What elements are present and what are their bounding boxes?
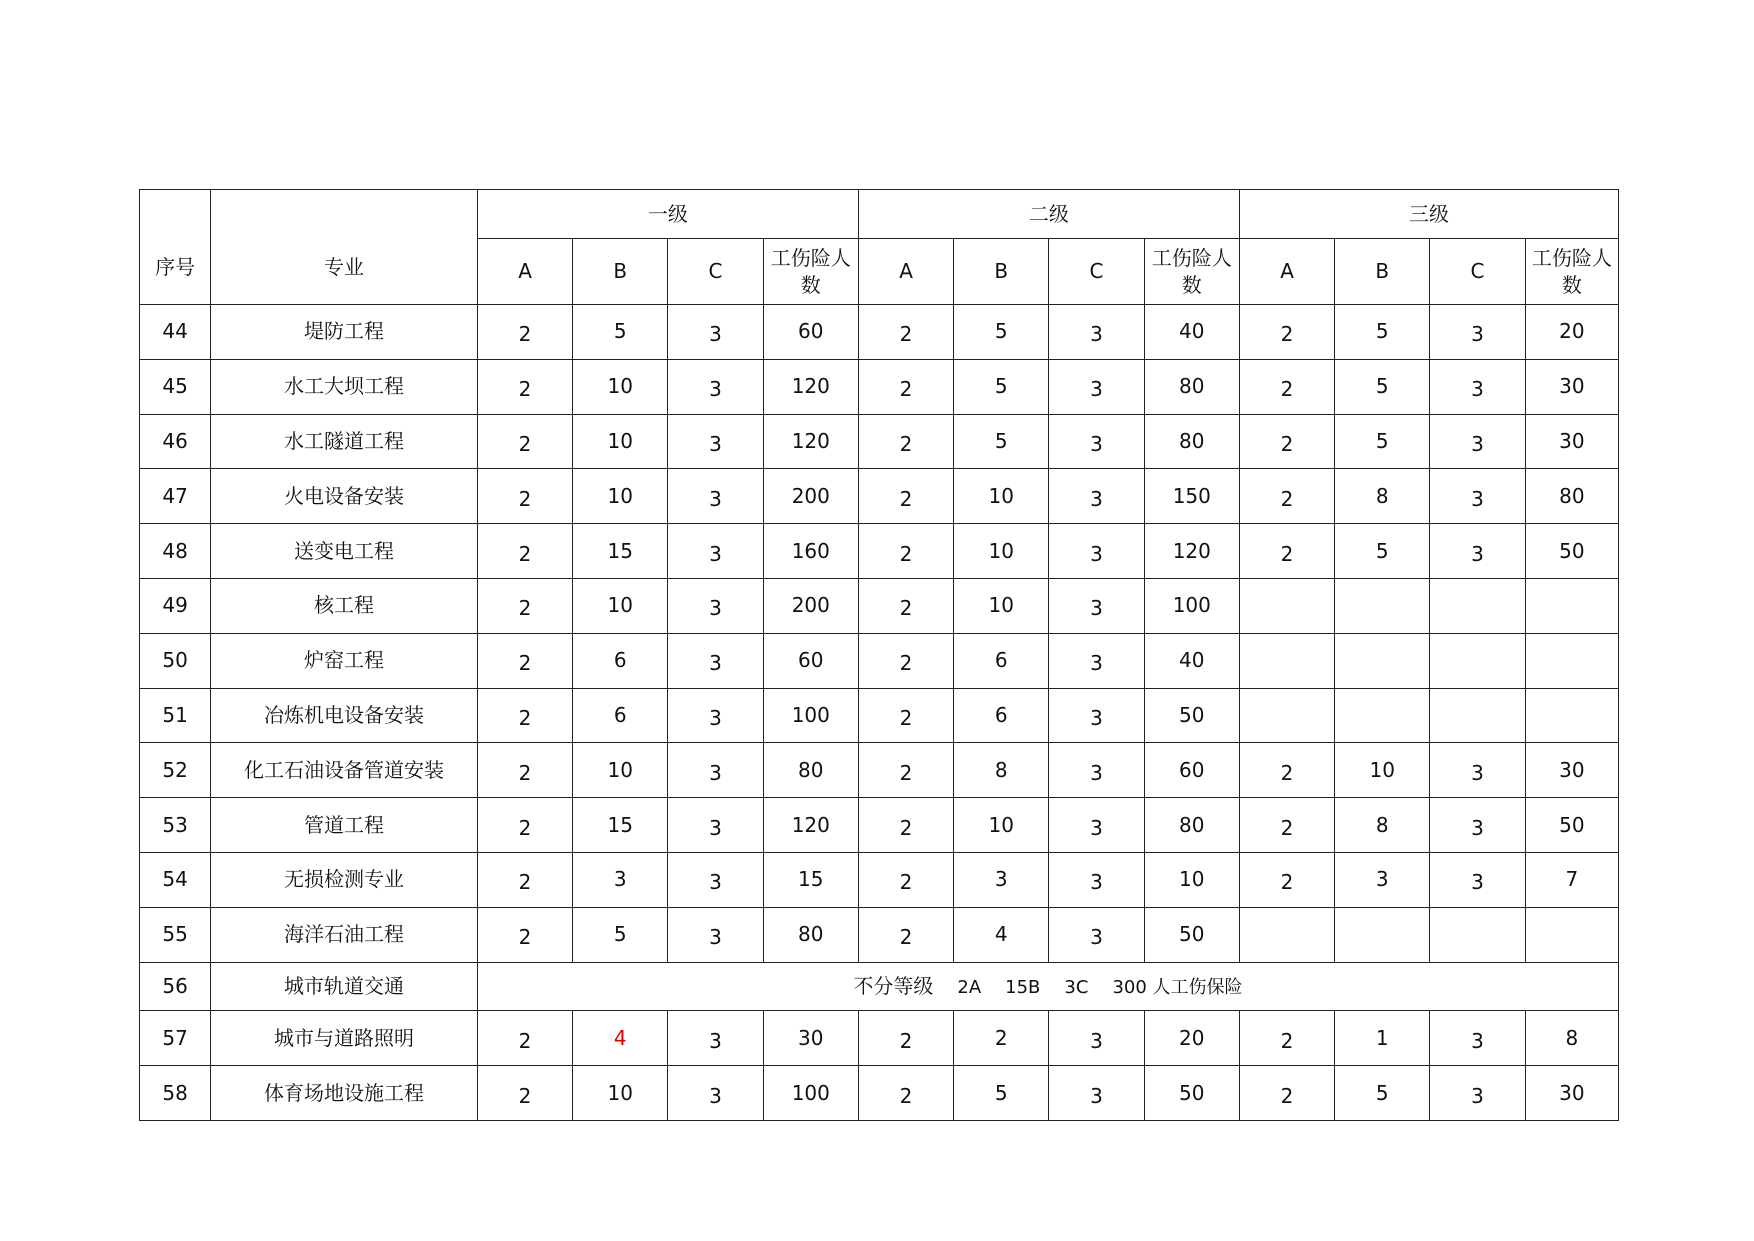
cell-c: 3 xyxy=(668,852,763,907)
cell-c: 3 xyxy=(668,907,763,962)
cell-c: 3 xyxy=(1430,852,1525,907)
cell-c: 3 xyxy=(1049,469,1144,524)
cell-insurance: 100 xyxy=(763,688,858,743)
cell-b: 4 xyxy=(954,907,1049,962)
cell-a: 2 xyxy=(477,1011,572,1066)
table-row xyxy=(140,524,1619,579)
merged-note-part: 不分等级 xyxy=(853,973,934,998)
row-specialty: 火电设备安装 xyxy=(211,469,478,524)
cell-a: 2 xyxy=(858,1011,953,1066)
cell-a: 2 xyxy=(477,743,572,798)
cell-c: 3 xyxy=(668,1066,763,1121)
cell-c: 3 xyxy=(668,359,763,414)
cell-b: 5 xyxy=(573,907,668,962)
cell-c: 3 xyxy=(668,469,763,524)
header-a: A xyxy=(477,239,572,305)
cell-a: 2 xyxy=(1239,798,1334,853)
cell-b: 10 xyxy=(954,524,1049,579)
row-specialty: 堤防工程 xyxy=(211,305,478,360)
cell-a xyxy=(1239,578,1334,633)
cell-insurance: 30 xyxy=(1525,359,1618,414)
row-seq: 52 xyxy=(140,743,211,798)
cell-b: 5 xyxy=(1335,305,1430,360)
cell-a: 2 xyxy=(858,524,953,579)
cell-b xyxy=(1335,688,1430,743)
cell-c: 3 xyxy=(668,524,763,579)
cell-a: 2 xyxy=(1239,1011,1334,1066)
row-specialty: 水工大坝工程 xyxy=(211,359,478,414)
row-seq: 58 xyxy=(140,1066,211,1121)
cell-a: 2 xyxy=(858,414,953,469)
cell-insurance: 100 xyxy=(1144,578,1239,633)
cell-c: 3 xyxy=(668,688,763,743)
cell-c: 3 xyxy=(1430,1011,1525,1066)
cell-insurance: 40 xyxy=(1144,633,1239,688)
row-specialty: 送变电工程 xyxy=(211,524,478,579)
cell-b: 3 xyxy=(954,852,1049,907)
row-seq: 53 xyxy=(140,798,211,853)
cell-b: 4 xyxy=(573,1011,668,1066)
cell-c xyxy=(1430,907,1525,962)
cell-b: 1 xyxy=(1335,1011,1430,1066)
cell-b: 10 xyxy=(954,798,1049,853)
cell-insurance: 200 xyxy=(763,578,858,633)
cell-a: 2 xyxy=(858,359,953,414)
header-seq: 序号 xyxy=(140,190,211,305)
cell-c: 3 xyxy=(1049,305,1144,360)
cell-a: 2 xyxy=(858,305,953,360)
cell-c: 3 xyxy=(668,578,763,633)
cell-b: 5 xyxy=(954,359,1049,414)
cell-b: 5 xyxy=(1335,524,1430,579)
merged-note-part: 15B xyxy=(1005,976,1041,998)
cell-c: 3 xyxy=(1430,469,1525,524)
cell-c: 3 xyxy=(1049,852,1144,907)
cell-b: 10 xyxy=(573,469,668,524)
cell-b: 8 xyxy=(1335,469,1430,524)
table-row xyxy=(140,852,1619,907)
cell-b: 10 xyxy=(954,578,1049,633)
row-seq: 56 xyxy=(140,962,211,1011)
cell-a: 2 xyxy=(1239,305,1334,360)
cell-insurance: 80 xyxy=(763,907,858,962)
cell-insurance: 50 xyxy=(1144,907,1239,962)
header-c: C xyxy=(1049,239,1144,305)
cell-a: 2 xyxy=(477,469,572,524)
row-specialty: 无损检测专业 xyxy=(211,852,478,907)
cell-insurance: 150 xyxy=(1144,469,1239,524)
cell-b: 15 xyxy=(573,524,668,579)
header-a: A xyxy=(1239,239,1334,305)
cell-c: 3 xyxy=(1049,798,1144,853)
cell-c: 3 xyxy=(1049,578,1144,633)
cell-c: 3 xyxy=(1430,524,1525,579)
cell-insurance: 30 xyxy=(1525,414,1618,469)
cell-insurance: 30 xyxy=(763,1011,858,1066)
cell-insurance: 20 xyxy=(1525,305,1618,360)
cell-c: 3 xyxy=(1430,798,1525,853)
header-b: B xyxy=(573,239,668,305)
cell-insurance: 15 xyxy=(763,852,858,907)
cell-insurance: 120 xyxy=(763,414,858,469)
cell-insurance: 50 xyxy=(1525,524,1618,579)
cell-insurance xyxy=(1525,688,1618,743)
cell-c: 3 xyxy=(1049,743,1144,798)
cell-a: 2 xyxy=(858,469,953,524)
cell-insurance: 20 xyxy=(1144,1011,1239,1066)
cell-b: 10 xyxy=(573,743,668,798)
cell-insurance: 80 xyxy=(763,743,858,798)
cell-c: 3 xyxy=(668,633,763,688)
cell-insurance: 160 xyxy=(763,524,858,579)
cell-insurance xyxy=(1525,907,1618,962)
cell-b: 3 xyxy=(1335,852,1430,907)
cell-c: 3 xyxy=(1049,688,1144,743)
header-row-levels xyxy=(140,190,1619,239)
cell-a: 2 xyxy=(477,578,572,633)
cell-b xyxy=(1335,633,1430,688)
cell-insurance: 120 xyxy=(1144,524,1239,579)
table-row xyxy=(140,1066,1619,1121)
cell-insurance: 50 xyxy=(1144,1066,1239,1121)
cell-b: 10 xyxy=(573,359,668,414)
cell-a: 2 xyxy=(1239,1066,1334,1121)
cell-a: 2 xyxy=(1239,359,1334,414)
cell-c: 3 xyxy=(668,305,763,360)
cell-insurance: 60 xyxy=(763,305,858,360)
cell-insurance: 10 xyxy=(1144,852,1239,907)
cell-a: 2 xyxy=(858,743,953,798)
table-row xyxy=(140,743,1619,798)
table-row xyxy=(140,469,1619,524)
header-level-1: 一级 xyxy=(477,190,858,239)
cell-a: 2 xyxy=(477,852,572,907)
merged-note-part: 2A xyxy=(957,976,982,998)
header-insurance: 工伤险人数 xyxy=(1144,239,1239,305)
cell-b: 8 xyxy=(1335,798,1430,853)
row-seq: 51 xyxy=(140,688,211,743)
cell-insurance: 30 xyxy=(1525,1066,1618,1121)
cell-c: 3 xyxy=(1049,1066,1144,1121)
header-a: A xyxy=(858,239,953,305)
cell-b: 3 xyxy=(573,852,668,907)
header-insurance: 工伤险人数 xyxy=(1525,239,1618,305)
cell-a xyxy=(1239,907,1334,962)
cell-b: 2 xyxy=(954,1011,1049,1066)
cell-a: 2 xyxy=(858,852,953,907)
cell-c: 3 xyxy=(668,414,763,469)
cell-c: 3 xyxy=(1430,359,1525,414)
table-row xyxy=(140,962,1619,1011)
cell-b: 6 xyxy=(573,688,668,743)
qualification-table xyxy=(139,189,1619,1121)
cell-c xyxy=(1430,688,1525,743)
cell-c xyxy=(1430,578,1525,633)
cell-c: 3 xyxy=(1430,743,1525,798)
cell-b: 6 xyxy=(954,688,1049,743)
cell-insurance: 7 xyxy=(1525,852,1618,907)
cell-b: 5 xyxy=(954,414,1049,469)
table-row xyxy=(140,1011,1619,1066)
row-specialty: 化工石油设备管道安装 xyxy=(211,743,478,798)
cell-insurance: 50 xyxy=(1525,798,1618,853)
cell-insurance: 120 xyxy=(763,359,858,414)
cell-insurance: 80 xyxy=(1525,469,1618,524)
cell-b: 5 xyxy=(573,305,668,360)
cell-b: 10 xyxy=(954,469,1049,524)
row-specialty: 冶炼机电设备安装 xyxy=(211,688,478,743)
cell-insurance: 100 xyxy=(763,1066,858,1121)
header-c: C xyxy=(668,239,763,305)
table-row xyxy=(140,578,1619,633)
header-b: B xyxy=(1335,239,1430,305)
row-specialty: 体育场地设施工程 xyxy=(211,1066,478,1121)
cell-c: 3 xyxy=(668,1011,763,1066)
cell-a: 2 xyxy=(477,1066,572,1121)
cell-c: 3 xyxy=(1049,1011,1144,1066)
row-specialty: 管道工程 xyxy=(211,798,478,853)
cell-c xyxy=(1430,633,1525,688)
header-c: C xyxy=(1430,239,1525,305)
cell-c: 3 xyxy=(1049,633,1144,688)
row-seq: 50 xyxy=(140,633,211,688)
cell-insurance xyxy=(1525,578,1618,633)
cell-insurance: 60 xyxy=(1144,743,1239,798)
cell-insurance: 50 xyxy=(1144,688,1239,743)
cell-a: 2 xyxy=(477,633,572,688)
cell-a xyxy=(1239,688,1334,743)
row-specialty: 核工程 xyxy=(211,578,478,633)
row-seq: 57 xyxy=(140,1011,211,1066)
cell-b: 5 xyxy=(1335,359,1430,414)
table-row xyxy=(140,359,1619,414)
cell-c: 3 xyxy=(1049,414,1144,469)
table-row xyxy=(140,633,1619,688)
cell-c: 3 xyxy=(1430,305,1525,360)
cell-a: 2 xyxy=(858,688,953,743)
cell-a: 2 xyxy=(858,907,953,962)
table-row xyxy=(140,305,1619,360)
cell-b: 10 xyxy=(1335,743,1430,798)
cell-c: 3 xyxy=(1430,414,1525,469)
cell-a: 2 xyxy=(477,359,572,414)
cell-a: 2 xyxy=(477,414,572,469)
table-row xyxy=(140,688,1619,743)
cell-insurance: 200 xyxy=(763,469,858,524)
cell-insurance: 80 xyxy=(1144,798,1239,853)
row-seq: 48 xyxy=(140,524,211,579)
cell-b: 10 xyxy=(573,1066,668,1121)
cell-insurance: 120 xyxy=(763,798,858,853)
cell-a: 2 xyxy=(858,633,953,688)
row-seq: 55 xyxy=(140,907,211,962)
cell-a: 2 xyxy=(858,1066,953,1121)
row-seq: 45 xyxy=(140,359,211,414)
cell-a: 2 xyxy=(1239,414,1334,469)
cell-a: 2 xyxy=(477,524,572,579)
cell-insurance: 40 xyxy=(1144,305,1239,360)
cell-a: 2 xyxy=(858,798,953,853)
cell-b: 10 xyxy=(573,414,668,469)
cell-b xyxy=(1335,907,1430,962)
cell-b: 5 xyxy=(954,1066,1049,1121)
cell-insurance xyxy=(1525,633,1618,688)
header-b: B xyxy=(954,239,1049,305)
table-row xyxy=(140,414,1619,469)
cell-insurance: 60 xyxy=(763,633,858,688)
cell-insurance: 8 xyxy=(1525,1011,1618,1066)
table-row xyxy=(140,798,1619,853)
cell-a: 2 xyxy=(858,578,953,633)
cell-insurance: 80 xyxy=(1144,359,1239,414)
cell-a: 2 xyxy=(477,798,572,853)
cell-c: 3 xyxy=(1430,1066,1525,1121)
cell-a: 2 xyxy=(1239,524,1334,579)
cell-a xyxy=(1239,633,1334,688)
header-level-2: 二级 xyxy=(858,190,1239,239)
row-seq: 47 xyxy=(140,469,211,524)
table-row xyxy=(140,907,1619,962)
cell-insurance: 80 xyxy=(1144,414,1239,469)
row-seq: 49 xyxy=(140,578,211,633)
cell-c: 3 xyxy=(668,798,763,853)
cell-b: 6 xyxy=(954,633,1049,688)
cell-a: 2 xyxy=(1239,743,1334,798)
cell-insurance: 30 xyxy=(1525,743,1618,798)
cell-a: 2 xyxy=(1239,469,1334,524)
row-specialty: 城市轨道交通 xyxy=(211,962,478,1011)
cell-b: 5 xyxy=(1335,1066,1430,1121)
cell-a: 2 xyxy=(477,688,572,743)
cell-c: 3 xyxy=(1049,524,1144,579)
cell-b: 15 xyxy=(573,798,668,853)
cell-b: 5 xyxy=(1335,414,1430,469)
cell-b: 10 xyxy=(573,578,668,633)
cell-b: 8 xyxy=(954,743,1049,798)
cell-c: 3 xyxy=(1049,359,1144,414)
cell-c: 3 xyxy=(668,743,763,798)
cell-b: 5 xyxy=(954,305,1049,360)
row-specialty: 炉窑工程 xyxy=(211,633,478,688)
row-specialty: 水工隧道工程 xyxy=(211,414,478,469)
cell-c: 3 xyxy=(1049,907,1144,962)
cell-b: 6 xyxy=(573,633,668,688)
cell-a: 2 xyxy=(1239,852,1334,907)
cell-a: 2 xyxy=(477,305,572,360)
merged-note-part: 3C xyxy=(1064,976,1089,998)
row-seq: 44 xyxy=(140,305,211,360)
row-seq: 46 xyxy=(140,414,211,469)
header-insurance: 工伤险人数 xyxy=(763,239,858,305)
cell-a: 2 xyxy=(477,907,572,962)
row-seq: 54 xyxy=(140,852,211,907)
header-level-3: 三级 xyxy=(1239,190,1618,239)
row-specialty: 海洋石油工程 xyxy=(211,907,478,962)
merged-note-part: 300 人工伤保险 xyxy=(1112,976,1243,998)
row-specialty: 城市与道路照明 xyxy=(211,1011,478,1066)
merged-note xyxy=(477,962,1618,1011)
cell-b xyxy=(1335,578,1430,633)
header-specialty: 专业 xyxy=(211,190,478,305)
